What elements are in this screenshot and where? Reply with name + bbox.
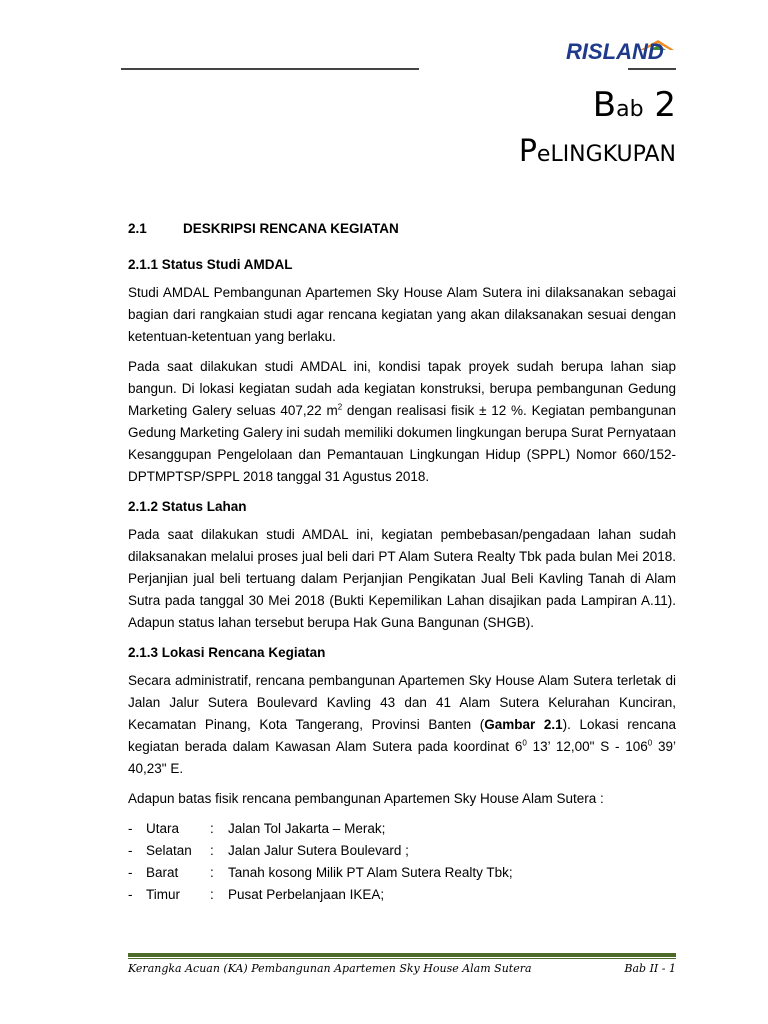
paragraph-amdal-2-a: Pada saat dilakukan studi AMDAL ini, kondisi tapak proyek sudah berupa lahan siap bangun. Di lokasi kegiatan sudah ada kegiatan konstruksi, berupa pembangunan Gedung Marketing Galery seluas 407,22 m bbox=[128, 359, 676, 418]
section-title: DESKRIPSI RENCANA KEGIATAN bbox=[183, 221, 399, 236]
paragraph-lahan: Pada saat dilakukan studi AMDAL ini, kegiatan pembebasan/pengadaan lahan sudah dilaksanakan melalui proses jual beli dari PT Alam Sutera Realty Tbk pada bulan Mei 2018. Perjanjian jual beli tertuang dalam Perjanjian Pengikatan Jual Beli Kavling Tanah di Alam Sutra pada tanggal 30 Mei 2018 (Bukti Kepemilikan Lahan disajikan pada Lampiran A.11). Adapun status lahan tersebut berupa Hak Guna Bangunan (SHGB). bbox=[128, 527, 676, 630]
paragraph-amdal-2 bbox=[128, 356, 676, 488]
footer-rule-thin bbox=[128, 958, 676, 959]
header-rule-right bbox=[628, 68, 676, 70]
section-heading bbox=[128, 218, 676, 240]
list-value: Jalan Tol Jakarta – Merak; bbox=[228, 821, 386, 836]
list-colon: : bbox=[210, 887, 214, 902]
list-dash: - bbox=[128, 843, 133, 858]
list-item bbox=[128, 862, 676, 884]
header-rule bbox=[121, 68, 419, 70]
figure-reference: Gambar 2.1 bbox=[484, 717, 563, 732]
list-dash: - bbox=[128, 887, 133, 902]
subsection-heading-status-lahan: 2.1.2 Status Lahan bbox=[128, 499, 247, 514]
degree-superscript-1: 0 bbox=[522, 738, 527, 748]
paragraph-amdal-1: Studi AMDAL Pembangunan Apartemen Sky House Alam Sutera ini dilaksanakan sebagai bagian dari rangkaian studi agar rencana kegiatan yang akan dilaksanakan sesuai dengan ketentuan-ketentuan yang berlaku. bbox=[128, 285, 676, 344]
list-label: Utara bbox=[146, 821, 180, 836]
paragraph-lokasi-b: ). Lokasi rencana kegiatan berada dalam Kawasan Alam Sutera pada koordinat 6 bbox=[128, 717, 676, 754]
list-item bbox=[128, 840, 676, 862]
logo-text: RISLAND bbox=[566, 39, 664, 64]
section-number: 2.1 bbox=[128, 221, 147, 236]
footer-rule-thick bbox=[128, 953, 676, 957]
chapter-title-first: P bbox=[518, 134, 537, 169]
list-item bbox=[128, 818, 676, 840]
paragraph-amdal-2-b: dengan realisasi fisik ± 12 %. Kegiatan pembangunan Gedung Marketing Galery ini sudah memiliki dokumen lingkungan berupa Surat Pernyataan Kesanggupan Pengelolaan dan Pemantauan Lingkungan Hidup (SPPL) Nomor 660/152-DPTMPTSP/SPPL 2018 tanggal 31 Agustus 2018. bbox=[128, 403, 676, 484]
degree-superscript-2: 0 bbox=[647, 738, 653, 748]
paragraph-lokasi-d: 39’ 40,23" E. bbox=[128, 739, 676, 776]
list-colon: : bbox=[210, 843, 214, 858]
list-label: Selatan bbox=[146, 843, 192, 858]
list-label: Timur bbox=[146, 887, 180, 902]
chapter-rest: ab bbox=[616, 97, 644, 122]
subsection-heading-status-amdal: 2.1.1 Status Studi AMDAL bbox=[128, 257, 293, 272]
risland-logo bbox=[566, 38, 678, 68]
chapter-title bbox=[519, 132, 676, 176]
footer-page-number: Bab II - 1 bbox=[624, 962, 676, 975]
main-content bbox=[128, 218, 676, 906]
chapter-title-rest: eLINGKUPAN bbox=[536, 142, 676, 167]
boundary-list bbox=[128, 818, 676, 906]
superscript-2: 2 bbox=[337, 402, 343, 412]
list-value: Tanah kosong Milik PT Alam Sutera Realty Tbk; bbox=[228, 865, 513, 880]
chapter-heading bbox=[593, 84, 676, 131]
list-value: Jalan Jalur Sutera Boulevard ; bbox=[228, 843, 409, 858]
list-colon: : bbox=[210, 865, 214, 880]
list-colon: : bbox=[210, 821, 214, 836]
paragraph-lokasi-1 bbox=[128, 670, 676, 780]
paragraph-lokasi-a: Secara administratif, rencana pembangunan Apartemen Sky House Alam Sutera terletak di Jalan Jalur Sutera Boulevard Kavling 43 dan 41 Alam Sutera Kelurahan Kunciran, Kecamatan Pinang, Kota Tangerang, Provinsi Banten ( bbox=[128, 673, 676, 732]
paragraph-lokasi-2: Adapun batas fisik rencana pembangunan Apartemen Sky House Alam Sutera : bbox=[128, 791, 604, 806]
footer-document-title: Kerangka Acuan (KA) Pembangunan Apartemen Sky House Alam Sutera bbox=[128, 962, 532, 975]
list-item bbox=[128, 884, 676, 906]
subsection-heading-lokasi: 2.1.3 Lokasi Rencana Kegiatan bbox=[128, 645, 326, 660]
chapter-number: 2 bbox=[654, 85, 676, 125]
list-label: Barat bbox=[146, 865, 179, 880]
paragraph-lokasi-c: 13’ 12,00" S - 106 bbox=[526, 739, 648, 754]
list-value: Pusat Perbelanjaan IKEA; bbox=[228, 887, 385, 902]
list-dash: - bbox=[128, 865, 133, 880]
chapter-first-letter: B bbox=[592, 85, 617, 125]
list-dash: - bbox=[128, 821, 133, 836]
